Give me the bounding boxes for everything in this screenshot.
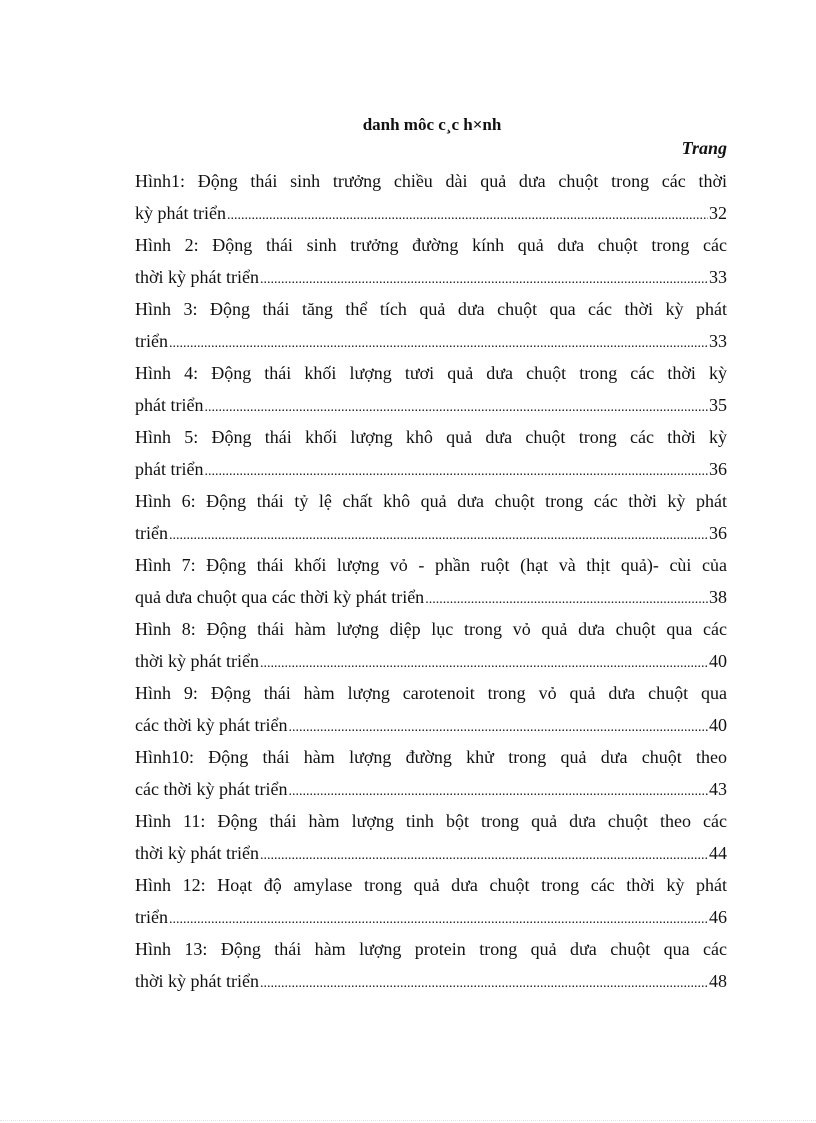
figure-entry — [135, 741, 727, 805]
page-number: 43 — [709, 779, 727, 799]
figure-caption: Hình 7: Động thái khối lượng vỏ - phần ruột (hạt và thịt quả)- cùi của — [135, 555, 727, 575]
figure-caption-tail: quả dưa chuột qua các thời kỳ phát triển — [135, 587, 425, 607]
figure-entry — [135, 613, 727, 677]
figure-caption-tail: thời kỳ phát triển — [135, 267, 259, 287]
figure-caption-continuation — [135, 965, 727, 997]
dot-leader — [204, 456, 708, 485]
figure-entry — [135, 293, 727, 357]
figure-caption-continuation — [135, 453, 727, 485]
figure-caption: Hình 13: Động thái hàm lượng protein trong quả dưa chuột qua các — [135, 939, 727, 959]
figure-caption: Hình1: Động thái sinh trưởng chiều dài quả dưa chuột trong các thời — [135, 171, 727, 191]
figure-entry — [135, 677, 727, 741]
dot-leader — [260, 840, 708, 869]
figure-caption: Hình 4: Động thái khối lượng tươi quả dưa chuột trong các thời kỳ — [135, 363, 727, 383]
figure-caption-tail: phát triển — [135, 459, 204, 479]
page-number: 33 — [709, 267, 727, 287]
figure-caption-continuation — [135, 197, 727, 229]
figure-caption-tail: triển — [135, 331, 168, 351]
page-number: 46 — [709, 907, 727, 927]
page-number: 40 — [709, 715, 727, 735]
figure-caption-tail: phát triển — [135, 395, 204, 415]
figure-caption-tail: triển — [135, 907, 168, 927]
page-footer-rule — [0, 1119, 816, 1121]
figure-caption: Hình 11: Động thái hàm lượng tinh bột trong quả dưa chuột theo các — [135, 811, 727, 831]
figure-caption-tail: thời kỳ phát triển — [135, 651, 259, 671]
page-number: 36 — [709, 459, 727, 479]
page-column-label: Trang — [681, 138, 727, 158]
figure-caption-continuation — [135, 709, 727, 741]
dot-leader — [260, 648, 708, 677]
figure-caption-continuation — [135, 901, 727, 933]
figure-caption: Hình 2: Động thái sinh trưởng đường kính quả dưa chuột trong các — [135, 235, 727, 255]
figure-caption: Hình10: Động thái hàm lượng đường khử trong quả dưa chuột theo — [135, 747, 727, 767]
dot-leader — [288, 776, 708, 805]
page-number: 44 — [709, 843, 727, 863]
dot-leader — [260, 968, 708, 997]
dot-leader — [227, 200, 708, 229]
figure-caption-continuation — [135, 261, 727, 293]
figure-entry — [135, 421, 727, 485]
figure-caption: Hình 3: Động thái tăng thể tích quả dưa chuột qua các thời kỳ phát — [135, 299, 727, 319]
figure-caption-tail: kỳ phát triển — [135, 203, 226, 223]
dot-leader — [169, 520, 708, 549]
page-number: 32 — [709, 203, 727, 223]
page-number: 36 — [709, 523, 727, 543]
page-number: 40 — [709, 651, 727, 671]
figure-entry — [135, 357, 727, 421]
dot-leader — [169, 328, 708, 357]
figure-caption-tail: thời kỳ phát triển — [135, 843, 259, 863]
dot-leader — [260, 264, 708, 293]
dot-leader — [204, 392, 708, 421]
figure-caption-continuation — [135, 389, 727, 421]
figure-caption-tail: các thời kỳ phát triển — [135, 779, 288, 799]
figure-caption-continuation — [135, 517, 727, 549]
page-number: 33 — [709, 331, 727, 351]
dot-leader — [425, 584, 708, 613]
figure-entry — [135, 933, 727, 997]
figure-list — [135, 165, 727, 997]
figure-entry — [135, 229, 727, 293]
figure-entry — [135, 549, 727, 613]
figure-entry — [135, 485, 727, 549]
figure-entry — [135, 869, 727, 933]
figure-caption-continuation — [135, 837, 727, 869]
figure-caption: Hình 8: Động thái hàm lượng diệp lục trong vỏ quả dưa chuột qua các — [135, 619, 727, 639]
figure-caption: Hình 9: Động thái hàm lượng carotenoit trong vỏ quả dưa chuột qua — [135, 683, 727, 703]
page-number: 48 — [709, 971, 727, 991]
figure-caption-continuation — [135, 645, 727, 677]
figure-caption-tail: thời kỳ phát triển — [135, 971, 259, 991]
figure-caption-tail: triển — [135, 523, 168, 543]
figure-caption-continuation — [135, 773, 727, 805]
dot-leader — [288, 712, 708, 741]
page-number: 38 — [709, 587, 727, 607]
figure-caption-continuation — [135, 581, 727, 613]
figure-caption-continuation — [135, 325, 727, 357]
page-title: danh môc c¸c h×nh — [362, 115, 502, 134]
figure-caption: Hình 6: Động thái tỷ lệ chất khô quả dưa chuột trong các thời kỳ phát — [135, 491, 727, 511]
figure-caption-tail: các thời kỳ phát triển — [135, 715, 288, 735]
figure-entry — [135, 165, 727, 229]
figure-caption: Hình 12: Hoạt độ amylase trong quả dưa chuột trong các thời kỳ phát — [135, 875, 727, 895]
page-number: 35 — [709, 395, 727, 415]
figure-caption: Hình 5: Động thái khối lượng khô quả dưa chuột trong các thời kỳ — [135, 427, 727, 447]
dot-leader — [169, 904, 708, 933]
figure-entry — [135, 805, 727, 869]
